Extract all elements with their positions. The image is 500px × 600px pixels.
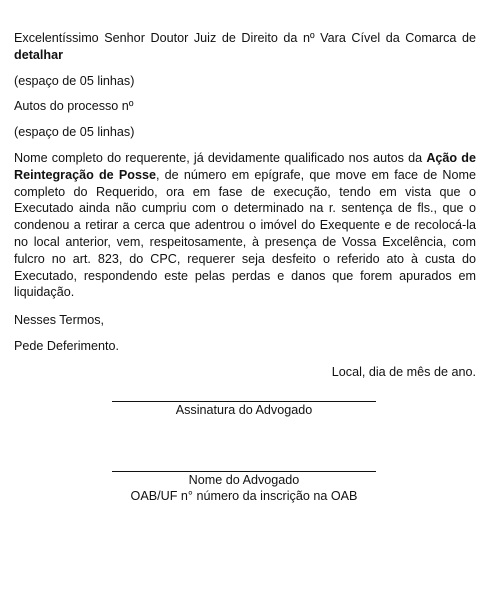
signature-block-1 (112, 401, 376, 418)
request-deferral: Pede Deferimento. (14, 338, 120, 353)
oab-number: OAB/UF n° número da inscrição na OAB (130, 489, 358, 503)
closing-terms: Nesses Termos, (14, 313, 105, 328)
lawyer-name: Nome do Advogado (188, 473, 300, 487)
signature-label: Assinatura do Advogado (175, 403, 313, 417)
spacing-note-2: (espaço de 05 linhas) (14, 125, 135, 140)
signature-block-2 (112, 471, 376, 504)
body-text-2: , de número em epígrafe, que move em face de Nome completo do Requerido, ora em fase de execução, tendo em vista que o Executado ainda não cumpriu com o determinado na r. sentença de fls., que o condenou a retirar a cerca que adentrou o imóvel do Exequente e de recolocá-la no local anterior, vem, respeitosamente, à presença de Vossa Excelência, com fulcro no art. 823, do CPC, requerer seja desfeito o referido ato à custa do Executado, respondendo este pelas perdas e danos que forem apurados em liquidação. (14, 167, 476, 300)
process-number-label: Autos do processo nº (14, 99, 134, 114)
addressee-text: Excelentíssimo Senhor Doutor Juiz de Direito da nº Vara Cível da Comarca de (14, 31, 476, 45)
spacing-note-1: (espaço de 05 linhas) (14, 73, 135, 88)
body-text-1: Nome completo do requerente, já devidamente qualificado nos autos da (14, 150, 427, 165)
addressee-heading (14, 30, 476, 64)
document-page (14, 30, 476, 381)
place-date: Local, dia de mês de ano. (331, 364, 476, 379)
action-name: Ação de Reintegração de Posse (14, 150, 476, 182)
addressee-bold: detalhar (14, 47, 63, 62)
petition-body (14, 150, 476, 301)
